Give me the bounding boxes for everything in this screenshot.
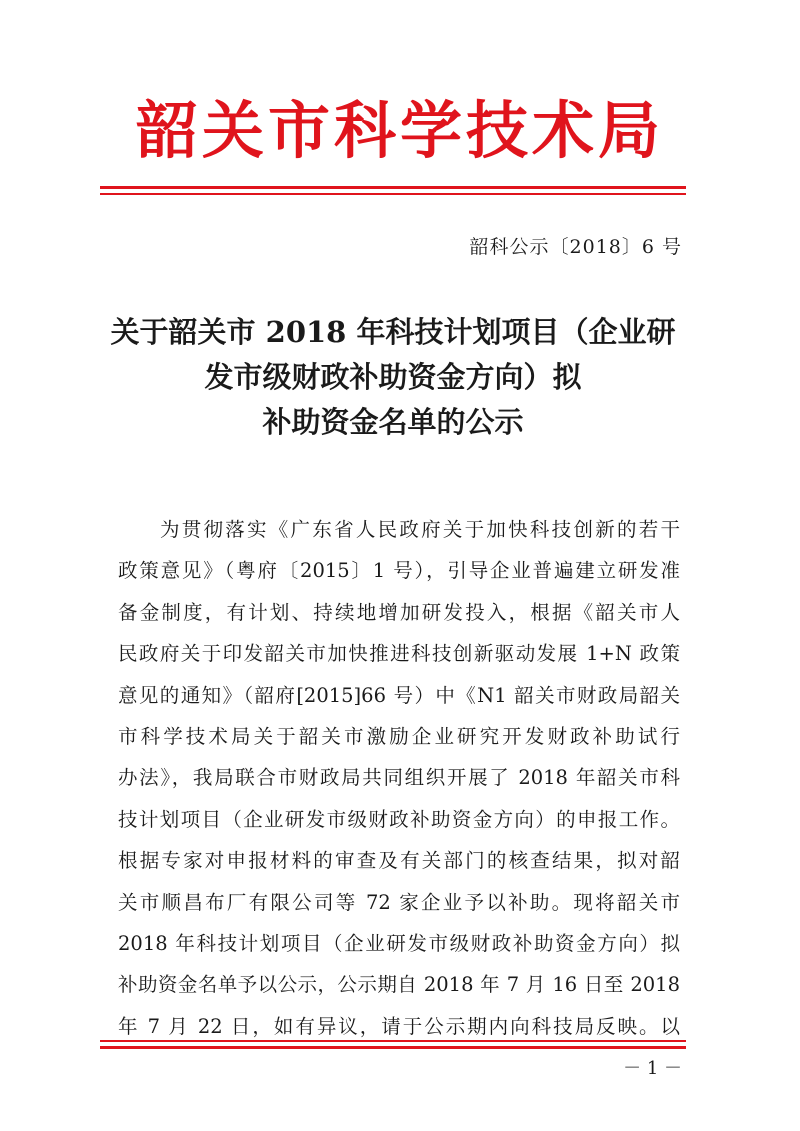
footer-red-rule	[100, 1040, 686, 1049]
agency-header-title: 韶关市科学技术局	[135, 94, 664, 167]
body-line: 民政府关于印发韶关市加快推进科技创新驱动发展 1+N 政策	[118, 642, 680, 666]
body-line: 年 7 月 22 日，如有异议，请于公示期内向科技局反映。以	[118, 1014, 680, 1038]
body-line: 2018 年科技计划项目（企业研发市级财政补助资金方向）拟	[118, 932, 680, 956]
footer-rule-thin	[100, 1040, 686, 1042]
document-number: 韶科公示〔2018〕6 号	[469, 236, 682, 258]
header-rule-thick	[100, 186, 686, 189]
body-line: 关市顺昌布厂有限公司等 72 家企业予以补助。现将韶关市	[118, 890, 680, 914]
document-title	[100, 310, 686, 445]
body-line: 政策意见》（粤府〔2015〕1 号），引导企业普遍建立研发准	[118, 559, 680, 583]
body-line: 意见的通知》（韶府[2015]66 号）中《N1 韶关市财政局韶关	[118, 683, 680, 707]
body-line: 为贯彻落实《广东省人民政府关于加快科技创新的若干	[160, 518, 680, 541]
title-line: 补助资金名单的公示	[262, 405, 524, 439]
footer-rule-thick	[100, 1046, 686, 1049]
body-line: 根据专家对申报材料的审查及有关部门的核查结果，拟对韶	[118, 849, 680, 873]
body-line: 市科学技术局关于韶关市激励企业研究开发财政补助试行	[118, 725, 680, 749]
body-line: 办法》，我局联合市财政局共同组织开展了 2018 年韶关市科	[118, 766, 680, 790]
body-line: 备金制度，有计划、持续地增加研发投入，根据《韶关市人	[118, 600, 680, 624]
body-line: 技计划项目（企业研发市级财政补助资金方向）的申报工作。	[118, 807, 680, 831]
title-line: 发市级财政补助资金方向）拟	[204, 360, 582, 394]
page-number: － 1 －	[623, 1058, 682, 1079]
header-red-rule	[100, 186, 686, 195]
body-line: 补助资金名单予以公示，公示期自 2018 年 7 月 16 日至 2018	[118, 973, 680, 997]
body-paragraph	[118, 509, 680, 1047]
header-rule-thin	[100, 193, 686, 195]
title-line: 关于韶关市 2018 年科技计划项目（企业研	[110, 315, 676, 349]
